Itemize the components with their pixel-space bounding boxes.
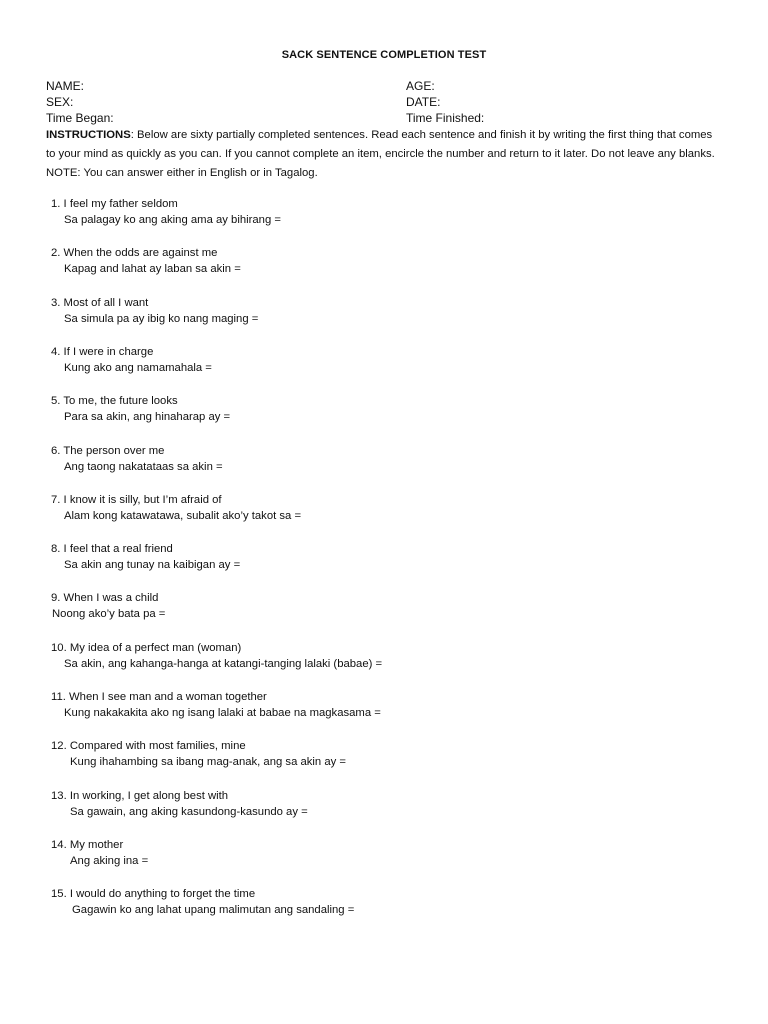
sentence-english: 6. The person over me — [51, 445, 165, 457]
sentence-tagalog: Kung ihahambing sa ibang mag-anak, ang sa akin ay = — [70, 756, 347, 768]
name-field-label: NAME: — [46, 79, 85, 93]
sentence-english: 13. In working, I get along best with — [51, 790, 229, 802]
sentence-tagalog: Sa simula pa ay ibig ko nang maging = — [64, 313, 259, 325]
age-field-label: AGE: — [406, 79, 435, 93]
sentence-tagalog: Sa gawain, ang aking kasundong-kasundo ay = — [70, 806, 308, 818]
sentence-english: 8. I feel that a real friend — [51, 543, 173, 555]
time-began-field-label: Time Began: — [46, 111, 114, 125]
sentence-tagalog: Para sa akin, ang hinaharap ay = — [64, 411, 231, 423]
sentence-english: 15. I would do anything to forget the time — [51, 888, 256, 900]
sentence-tagalog: Kung ako ang namamahala = — [64, 362, 212, 374]
time-finished-field-label: Time Finished: — [406, 111, 485, 125]
sentence-english: 9. When I was a child — [51, 592, 159, 604]
sentence-tagalog: Alam kong katawatawa, subalit ako’y takot sa = — [64, 510, 302, 522]
sentence-tagalog: Ang aking ina = — [70, 855, 149, 867]
sentence-tagalog: Ang taong nakatataas sa akin = — [64, 461, 223, 473]
sex-field-label: SEX: — [46, 95, 74, 109]
sentence-tagalog: Sa akin ang tunay na kaibigan ay = — [64, 559, 241, 571]
sentence-english: 4. If I were in charge — [51, 346, 154, 358]
sentence-tagalog: Kapag and lahat ay laban sa akin = — [64, 263, 241, 275]
document-title: SACK SENTENCE COMPLETION TEST — [281, 49, 487, 61]
sentence-english: 1. I feel my father seldom — [51, 198, 178, 210]
sentence-tagalog: Noong ako’y bata pa = — [52, 608, 166, 620]
sentence-tagalog: Sa palagay ko ang aking ama ay bihirang = — [64, 214, 281, 226]
instructions-label: INSTRUCTIONS — [46, 129, 131, 141]
instructions-text: : Below are sixty partially completed sentences. Read each sentence and finish it by writing the first thing that comes to your mind as quickly as you can. If you cannot complete an item, encircle the number and return to it later. Do not leave any blanks. NOTE: You can answer either in English or in Tagalog. — [46, 129, 715, 179]
date-field-label: DATE: — [406, 95, 441, 109]
sentence-english: 11. When I see man and a woman together — [51, 691, 267, 703]
sentence-tagalog: Sa akin, ang kahanga-hanga at katangi-tanging lalaki (babae) = — [64, 658, 383, 670]
sentence-english: 3. Most of all I want — [51, 297, 149, 309]
sentence-tagalog: Kung nakakakita ako ng isang lalaki at babae na magkasama = — [64, 707, 381, 719]
sentence-english: 14. My mother — [51, 839, 124, 851]
sentence-english: 5. To me, the future looks — [51, 395, 178, 407]
sentence-english: 12. Compared with most families, mine — [51, 740, 246, 752]
sentence-english: 10. My idea of a perfect man (woman) — [51, 642, 242, 654]
sentence-tagalog: Gagawin ko ang lahat upang malimutan ang sandaling = — [72, 904, 355, 916]
instructions-paragraph — [46, 126, 716, 183]
sentence-english: 7. I know it is silly, but I’m afraid of — [51, 494, 222, 506]
sentence-english: 2. When the odds are against me — [51, 247, 218, 259]
